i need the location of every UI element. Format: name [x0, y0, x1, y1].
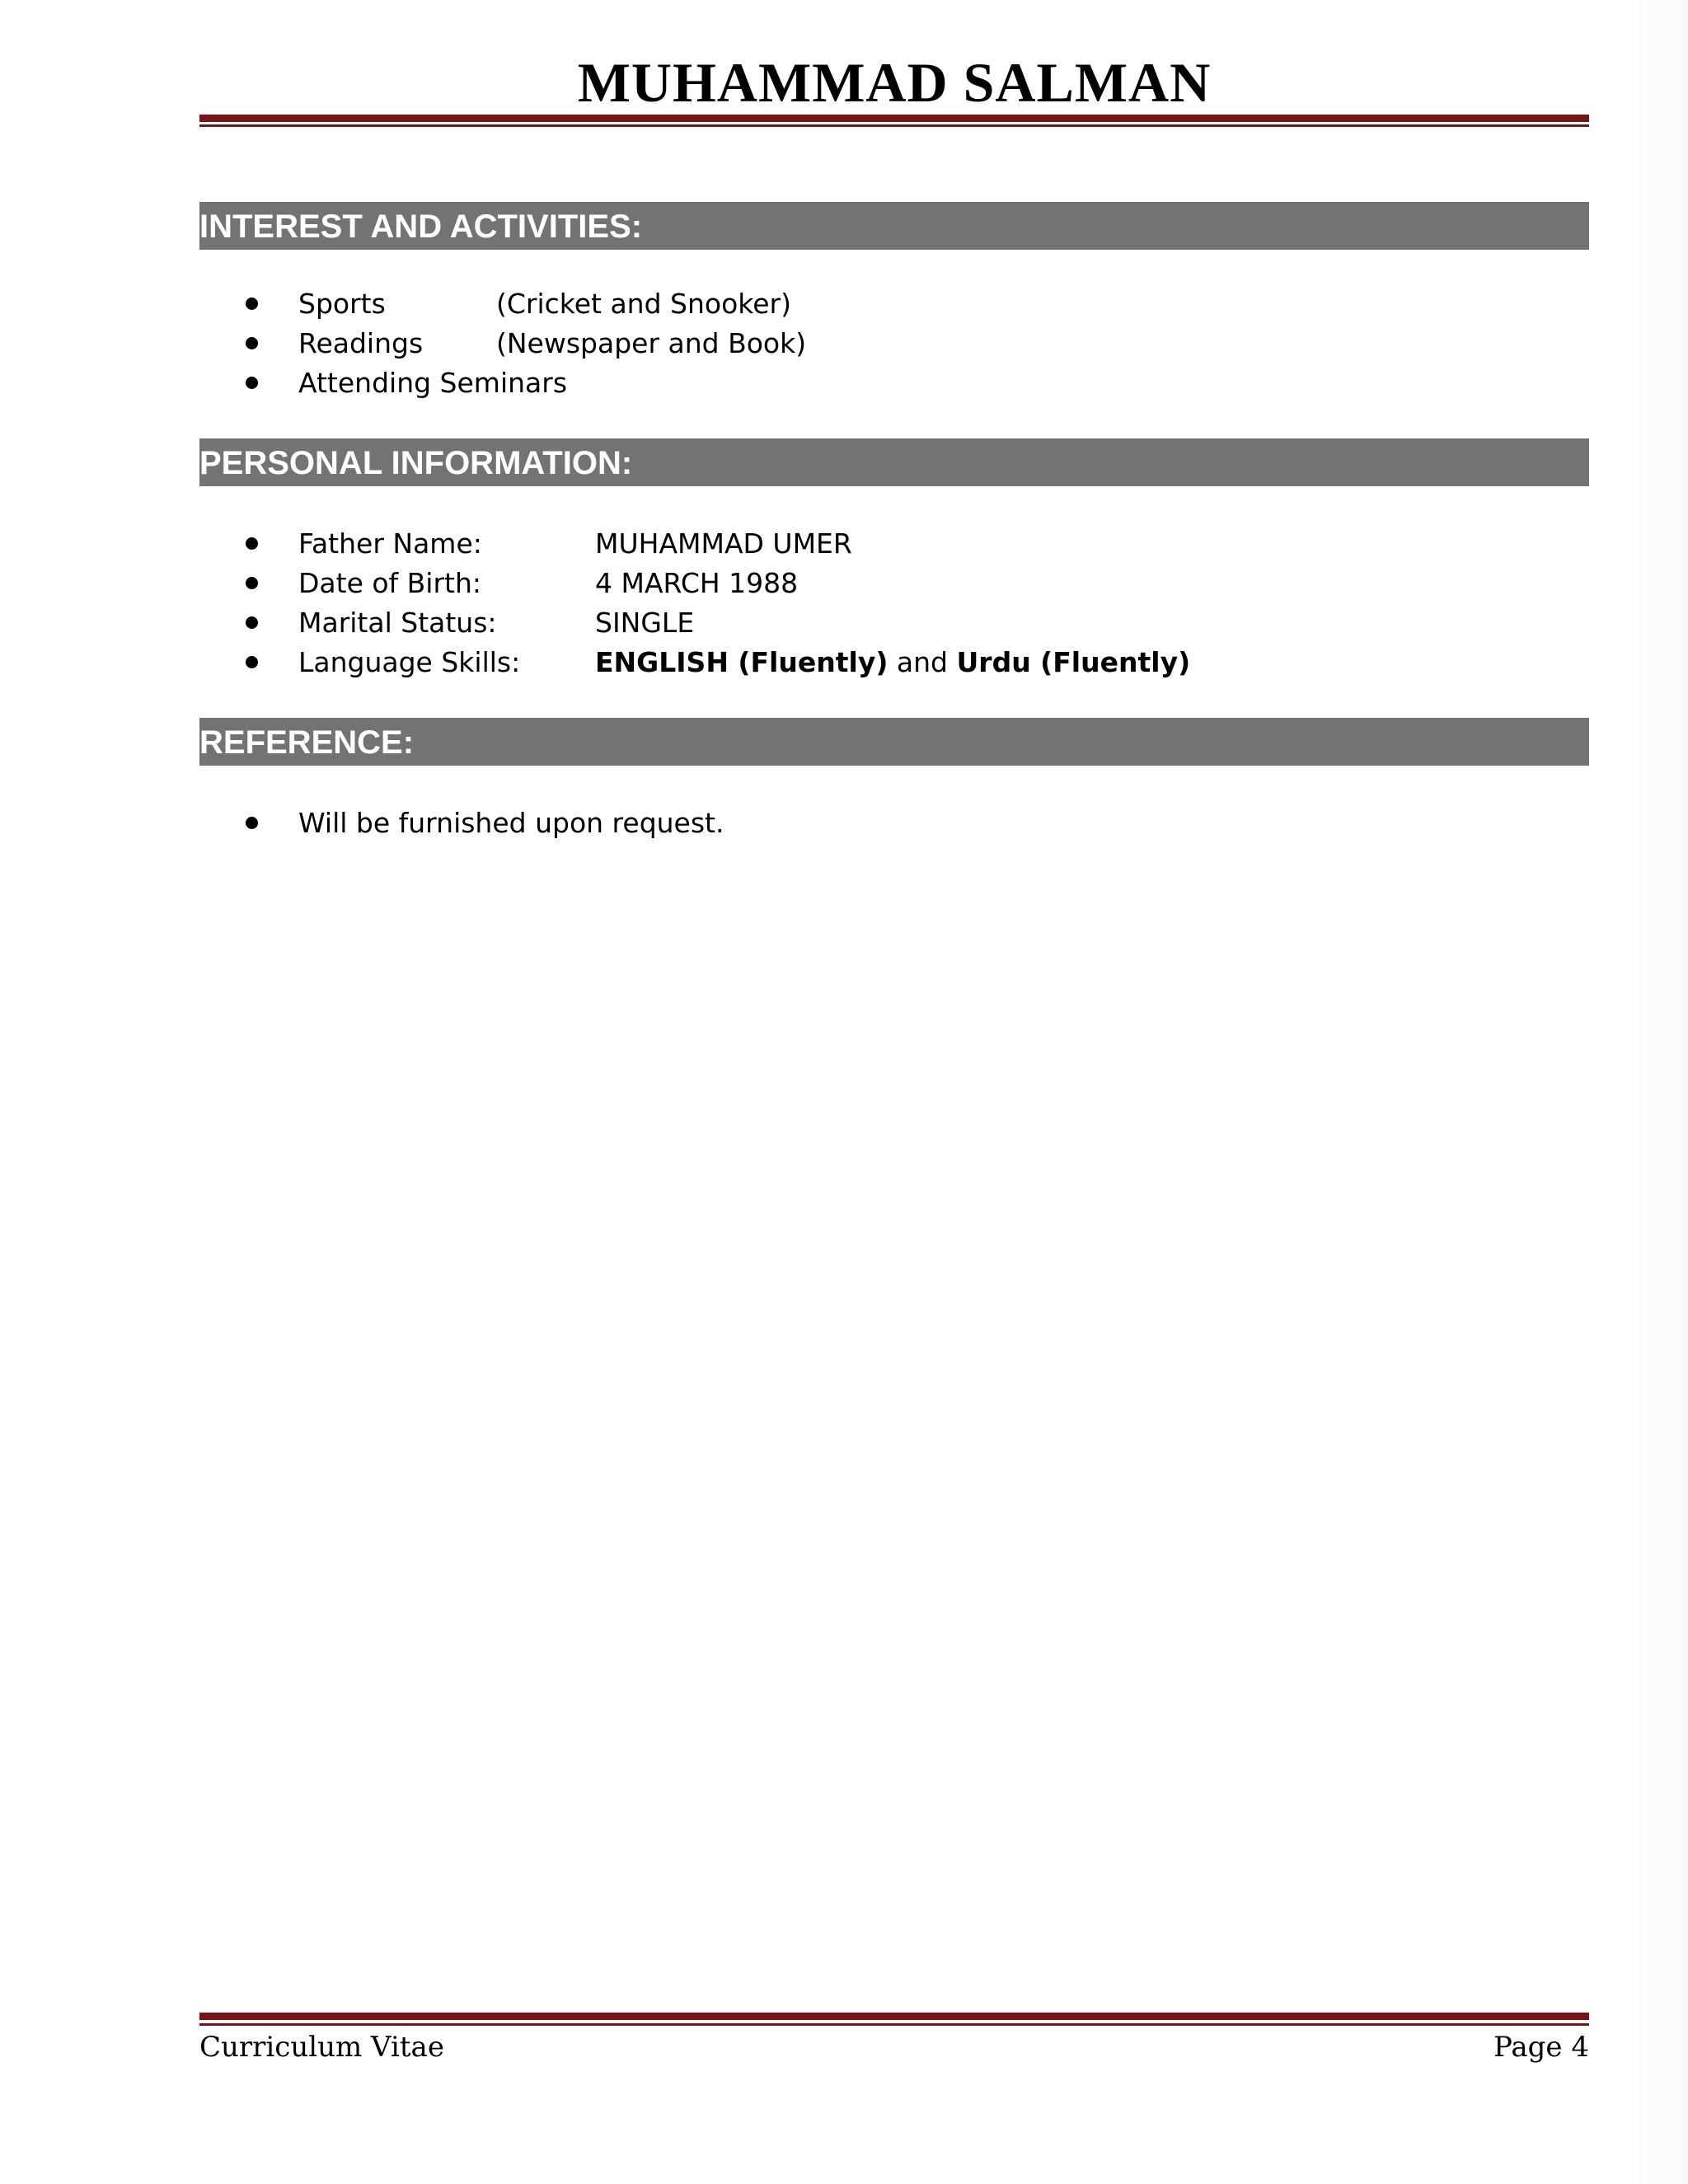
father-name-value: MUHAMMAD UMER [595, 527, 852, 560]
bullet-icon [246, 817, 258, 829]
language-urdu: Urdu (Fluently) [956, 646, 1191, 678]
footer-rule-thick [199, 2013, 1589, 2020]
header-rule-thin [199, 124, 1589, 127]
bullet-icon [246, 298, 258, 310]
interest-detail: (Cricket and Snooker) [496, 288, 791, 320]
bullet-icon [246, 656, 258, 668]
bullet-icon [246, 537, 258, 550]
marital-status-value: SINGLE [595, 607, 695, 639]
bullet-icon [246, 616, 258, 629]
bullet-icon [246, 377, 258, 389]
interest-label: Readings [298, 327, 424, 359]
reference-text: Will be furnished upon request. [298, 807, 724, 839]
language-skills-label: Language Skills: [298, 646, 521, 678]
page-edge-shade [1614, 0, 1688, 2184]
marital-status-label: Marital Status: [298, 607, 497, 639]
father-name-label: Father Name: [298, 527, 482, 560]
footer-rule-thin [199, 2023, 1589, 2026]
language-english: ENGLISH (Fluently) [595, 646, 889, 678]
candidate-name: MUHAMMAD SALMAN [577, 51, 1212, 114]
section-heading-personal: PERSONAL INFORMATION: [199, 438, 1589, 486]
interest-detail: (Newspaper and Book) [496, 327, 807, 359]
dob-label: Date of Birth: [298, 567, 482, 599]
language-connector: and [888, 646, 957, 678]
footer-document-title: Curriculum Vitae [199, 2031, 444, 2064]
interest-label: Sports [298, 288, 386, 320]
language-skills-value [595, 643, 1190, 682]
interest-label: Attending Seminars [298, 367, 568, 399]
bullet-icon [246, 337, 258, 349]
section-heading-reference: REFERENCE: [199, 718, 1589, 766]
section-heading-interests: INTEREST AND ACTIVITIES: [199, 202, 1589, 250]
footer-page-number: Page 4 [1493, 2031, 1589, 2064]
bullet-icon [246, 577, 258, 589]
header-rule-thick [199, 115, 1589, 122]
dob-value: 4 MARCH 1988 [595, 567, 799, 599]
